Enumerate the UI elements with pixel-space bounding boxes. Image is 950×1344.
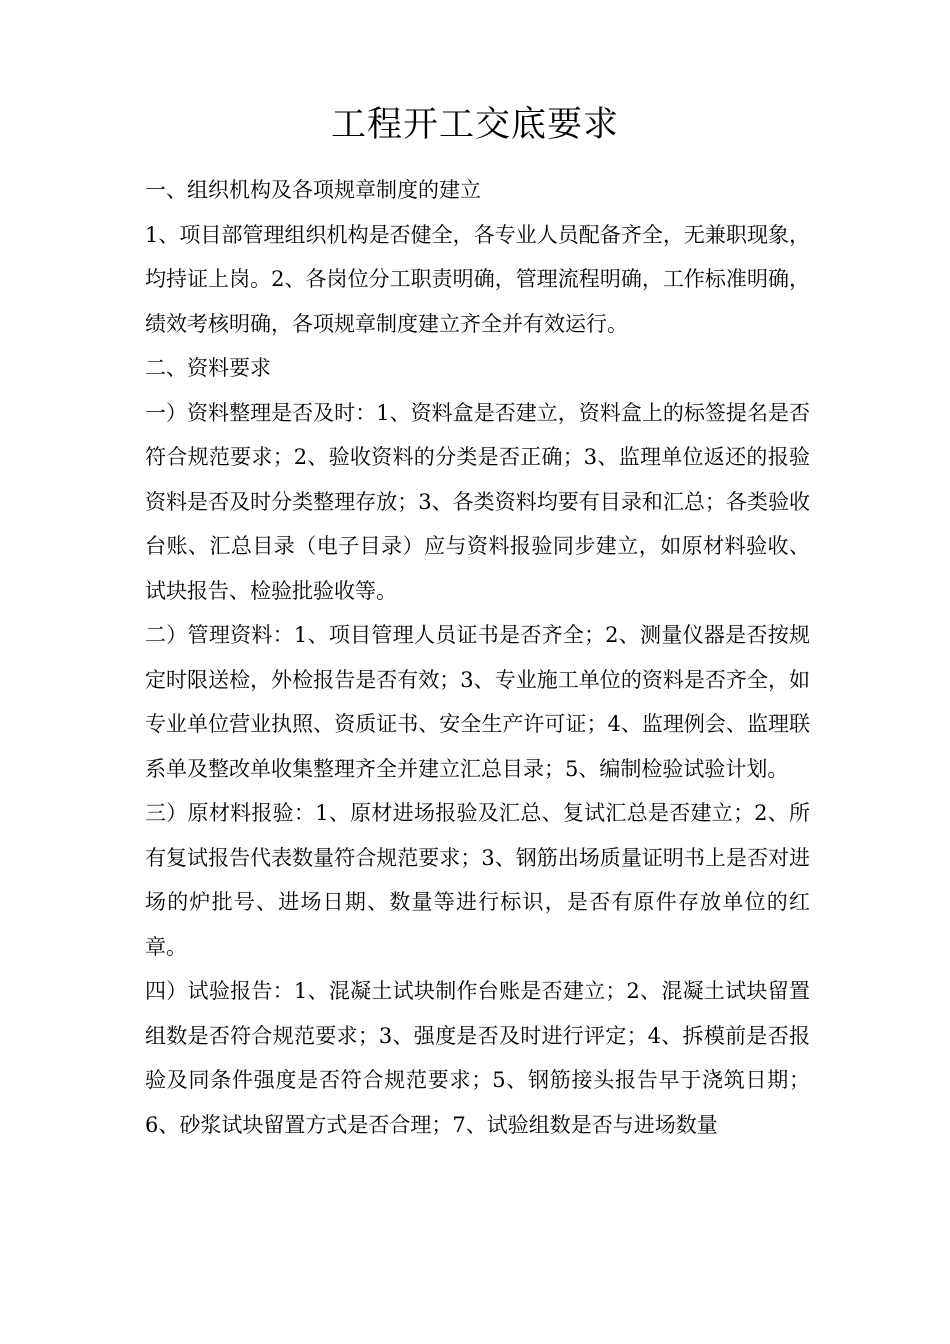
document-body — [145, 168, 810, 1147]
paragraph-organization-requirements: 1、项目部管理组织机构是否健全，各专业人员配备齐全，无兼职现象，均持证上岗。2、各岗位分工职责明确，管理流程明确，工作标准明确，绩效考核明确，各项规章制度建立齐全并有效运行。 — [145, 222, 810, 336]
document-title: 工程开工交底要求 — [330, 105, 619, 145]
paragraph-documentation-filing: 一）资料整理是否及时：1、资料盒是否建立，资料盒上的标签提名是否符合规范要求；2、验收资料的分类是否正确；3、监理单位返还的报验资料是否及时分类整理存放；3、各类资料均要有目录和汇总；各类验收台账、汇总目录（电子目录）应与资料报验同步建立，如原材料验收、试块报告、检验批验收等。 — [145, 400, 810, 603]
paragraph-test-reports: 四）试验报告：1、混凝土试块制作台账是否建立；2、混凝土试块留置组数是否符合规范要求；3、强度是否及时进行评定；4、拆模前是否报验及同条件强度是否符合规范要求；5、钢筋接头报告早于浇筑日期；6、砂浆试块留置方式是否合理；7、试验组数是否与进场数量 — [145, 979, 810, 1137]
paragraph-management-documents: 二）管理资料：1、项目管理人员证书是否齐全；2、测量仪器是否按规定时限送检，外检报告是否有效；3、专业施工单位的资料是否齐全，如专业单位营业执照、资质证书、安全生产许可证；4、监理例会、监理联系单及整改单收集整理齐全并建立汇总目录；5、编制检验试验计划。 — [145, 623, 810, 781]
section-heading-organization: 一、组织机构及各项规章制度的建立 — [145, 178, 481, 202]
paragraph-raw-material-inspection: 三）原材料报验：1、原材进场报验及汇总、复试汇总是否建立；2、所有复试报告代表数量符合规范要求；3、钢筋出场质量证明书上是否对进场的炉批号、进场日期、数量等进行标识，是否有原件存放单位的红章。 — [145, 801, 810, 959]
section-heading-documentation: 二、资料要求 — [145, 356, 271, 380]
